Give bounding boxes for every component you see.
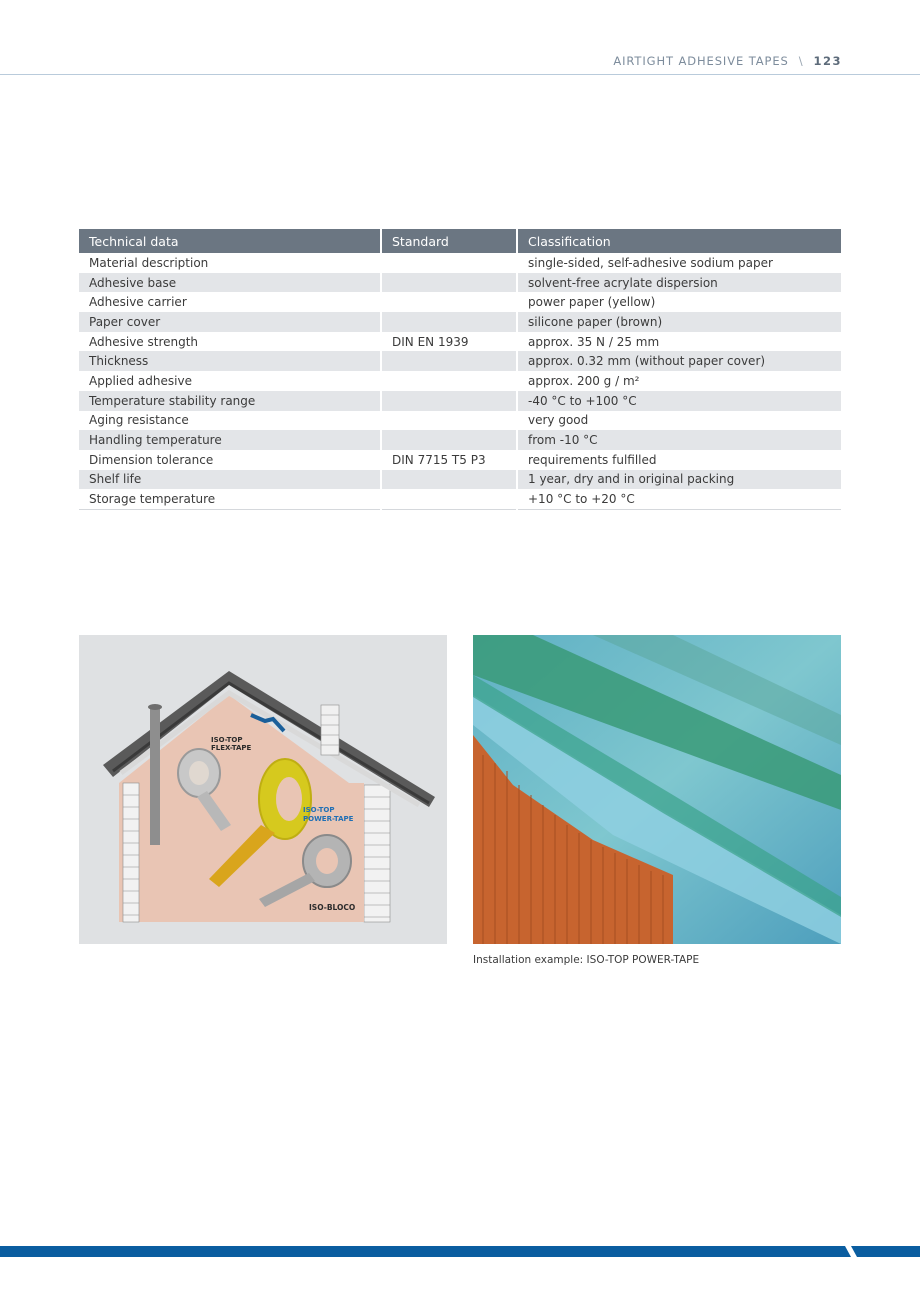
technical-data-cell: Adhesive strength xyxy=(79,332,381,352)
technical-data-cell: Aging resistance xyxy=(79,411,381,431)
column-header: Classification xyxy=(517,229,841,253)
standard-cell xyxy=(381,312,517,332)
classification-cell: single-sided, self-adhesive sodium paper xyxy=(528,255,773,270)
table-row xyxy=(79,273,841,293)
technical-data-cell: Handling temperature xyxy=(79,430,381,450)
standard-cell xyxy=(381,391,517,411)
section-title: AIRTIGHT ADHESIVE TAPES xyxy=(613,54,789,68)
technical-data-table xyxy=(79,229,841,510)
table-header-row xyxy=(79,229,841,253)
technical-data-cell: Paper cover xyxy=(79,312,381,332)
classification-cell: -40 °C to +100 °C xyxy=(517,391,841,411)
standard-cell xyxy=(381,470,517,490)
technical-data-cell: Adhesive carrier xyxy=(79,292,381,312)
technical-data-cell: Material description xyxy=(79,253,381,273)
table-row xyxy=(79,253,841,273)
table-row xyxy=(79,332,841,352)
standard-cell xyxy=(381,411,517,431)
standard-cell: DIN EN 1939 xyxy=(381,332,517,352)
classification-cell: +10 °C to +20 °C xyxy=(517,489,841,509)
classification-cell: requirements fulfilled xyxy=(528,452,657,467)
standard-cell: DIN 7715 T5 P3 xyxy=(381,450,517,470)
classification-cell: approx. 200 g / m² xyxy=(528,373,640,388)
classification-cell: from -10 °C xyxy=(517,430,841,450)
table-row xyxy=(79,351,841,371)
classification-cell: solvent-free acrylate dispersion xyxy=(517,273,841,293)
chimney-pipe xyxy=(150,707,160,845)
table-row xyxy=(79,489,841,509)
table-row xyxy=(79,411,841,431)
classification-cell: silicone paper (brown) xyxy=(517,312,841,332)
technical-data-cell: Adhesive base xyxy=(79,273,381,293)
technical-data-cell: Shelf life xyxy=(79,470,381,490)
standard-cell xyxy=(381,292,517,312)
brick-chimney xyxy=(321,705,339,755)
brick-wall-right xyxy=(349,783,390,922)
technical-data-cell: Applied adhesive xyxy=(79,371,381,391)
label-flex-tape-2: FLEX-TAPE xyxy=(211,744,252,752)
table-body xyxy=(79,253,841,509)
classification-cell: very good xyxy=(528,413,589,428)
standard-cell xyxy=(381,273,517,293)
table-row xyxy=(79,470,841,490)
page-number: 123 xyxy=(813,54,842,68)
label-power-tape-1: ISO-TOP xyxy=(303,806,335,814)
table-row xyxy=(79,430,841,450)
column-header: Technical data xyxy=(79,229,381,253)
table-row xyxy=(79,312,841,332)
table-row xyxy=(79,450,841,470)
running-header xyxy=(613,54,842,68)
standard-cell xyxy=(381,371,517,391)
label-flex-tape-1: ISO-TOP xyxy=(211,736,243,744)
table-row xyxy=(79,292,841,312)
standard-cell xyxy=(381,430,517,450)
standard-cell xyxy=(381,489,517,509)
standard-cell xyxy=(381,253,517,273)
technical-data-cell: Temperature stability range xyxy=(79,391,381,411)
standard-cell xyxy=(381,351,517,371)
installation-photo xyxy=(473,635,841,944)
photo-caption: Installation example: ISO-TOP POWER-TAPE xyxy=(473,954,700,966)
brick-wall-left xyxy=(123,783,139,922)
footer-bar xyxy=(0,1246,920,1257)
header-rule xyxy=(0,74,920,75)
house-illustration xyxy=(79,635,447,944)
classification-cell: approx. 35 N / 25 mm xyxy=(528,334,660,349)
column-header: Standard xyxy=(381,229,517,253)
technical-data-cell: Dimension tolerance xyxy=(79,450,381,470)
technical-data-cell: Thickness xyxy=(79,351,381,371)
technical-data-cell: Storage temperature xyxy=(79,489,381,509)
header-separator: \ xyxy=(798,54,804,68)
installation-photo-graphic xyxy=(473,635,841,944)
label-power-tape-2: POWER-TAPE xyxy=(303,815,354,823)
table-row xyxy=(79,391,841,411)
classification-cell: power paper (yellow) xyxy=(528,295,656,310)
table-row xyxy=(79,371,841,391)
classification-cell: 1 year, dry and in original packing xyxy=(517,470,841,490)
house-diagram xyxy=(79,635,447,944)
classification-cell: approx. 0.32 mm (without paper cover) xyxy=(517,351,841,371)
label-iso-bloco: ISO-BLOCO xyxy=(309,903,356,912)
